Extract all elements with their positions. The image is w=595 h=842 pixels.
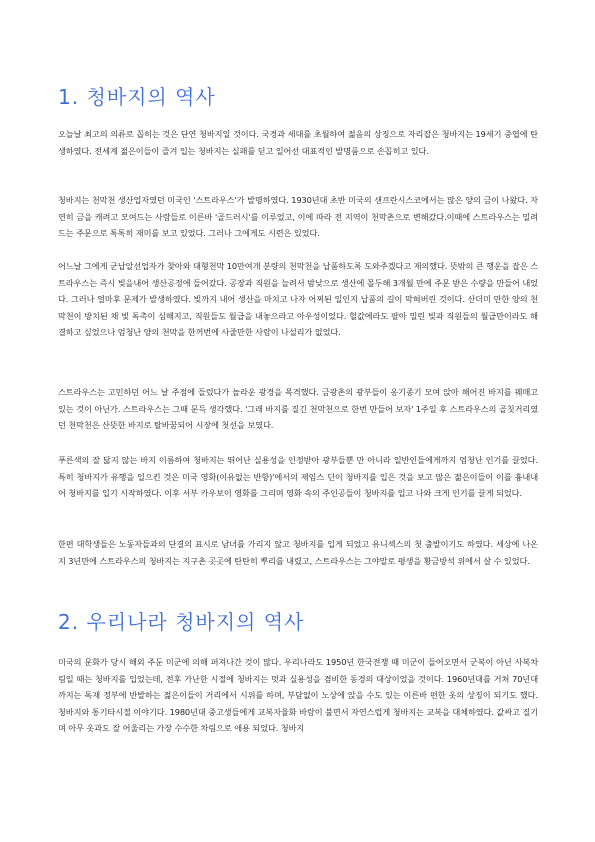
section-2-title: 2. 우리나라 청바지의 역사 [58, 610, 305, 634]
section-1-paragraph-2: 청바지는 천막천 생산업자였던 미국인 '스트라우스'가 발명하였다. 1930년대 초반 미국의 샌프란시스코에서는 많은 양의 금이 나왔다. 자연히 금을 캐려고 모여드는 사람들로 이른바 '골드러시'를 이루었고, 이에 따라 전 지역이 천막촌으로 변해갔다.이때에 스트라우스는 밀려드는 주문으로 톡톡히 재미를 보고 있었다. 그러나 그에게도 시련은 있었다. [58, 195, 538, 239]
section-1-paragraph-4: 스트라우스는 고민하던 어느 날 주점에 들렀다가 놀라운 광경을 목격했다. 금광촌의 광부들이 옹기종기 모여 앉아 해어진 바지를 꿰매고 있는 것이 아닌가. 스트라우스는 그때 문득 생각했다. '그래 바지를 질긴 천막천으로 한번 만들어 보자' 1주일 후 스트라우스의 골칫거리였던 천막천은 산뜻한 바지로 탈바꿈되어 시장에 첫선을 보였다. [58, 387, 538, 431]
section-2-paragraph-1: 미국의 문화가 당시 해외 주둔 미군에 의해 퍼져나간 것이 많다. 우리나라도 1950년 한국전쟁 때 미군이 들어오면서 군복이 아닌 사복차림일 때는 청바지를 입었는데, 전후 가난한 시절에 청바지는 멋과 실용성을 겸비한 동경의 대상이었을 것이다. 1960년대를 거쳐 70년대까지는 독재 정부에 반발하는 젊은이들이 거리에서 시위를 하며, 부담없이 노상에 앉을 수도 있는 이른바 편한 옷의 상징이 되기도 했다. 청바지와 통기타시절 이야기다. 1980년대 중고생들에게 교복자율화 바람이 불면서 자연스럽게 청바지는 교복을 대체하였다. 값싸고 질기며 아무 옷과도 잘 어울리는 가장 수수한 차림으로 애용 되었다. 청바지 [58, 657, 538, 734]
section-1-paragraph-5: 푸른색의 잘 닳지 않는 바지 이름하여 청바지는 뛰어난 실용성을 인정받아 광부들뿐 만 아니라 일반인들에게까지 엄청난 인기를 끌었다. 특히 청바지가 유행을 일으킨 것은 미국 영화(이유없는 반항)'에서의 제임스 딘이 청바지를 입은 것을 보고 많은 젊은이들이 이를 흉내내어 청바지를 입기 시작하였다. 이후 서부 카우보이 영화를 그리며 영화 속의 주인공들이 청바지를 입고 나와 크게 인기를 끌게 되었다. [58, 455, 538, 499]
section-1-paragraph-1: 오늘날 최고의 의류로 꼽히는 것은 단연 청바지일 것이다. 국경과 세대를 초월하여 젊음의 상징으로 자리잡은 청바지는 19세기 중엽에 탄생하였다. 전세계 젊은이들이 즐겨 입는 청바지는 실패를 딛고 일어선 대표적인 발명품으로 손꼽히고 있다. [58, 129, 538, 156]
section-1-paragraph-3: 어느날 그에게 군납알선업자가 찾아와 대형천막 10만여개 분량의 천막천을 납품하도록 도와주겠다고 제의했다. 뜻밖의 큰 행운을 잡은 스트라우스는 즉시 빚을내어 생산공정에 들어갔다. 공장과 직원을 늘려서 밤낮으로 생산에 몰두해 3개월 만에 주문 받은 수량을 만들어 내었다. 그러나 얼마후 문제가 발생하였다. 빚까지 내어 생산을 마치고 나자 어찌된 일인지 납품의 길이 막혀버린 것이다. 산더미 만한 양의 천막천이 방치된 채 빚 독촉이 심해지고, 직원들도 월급을 내놓으라고 아우성이었다. 헐값에라도 팔아 밀린 빚과 직원들의 월급만이라도 해결하고 싶었으나 엄청난 양의 천막을 한꺼번에 사줄만한 사람이 나설리가 없었다. [58, 261, 538, 338]
section-1-paragraph-6: 한편 대학생들은 노동자들과의 단결의 표시로 남녀를 가리지 않고 청바지를 입게 되었고 유니섹스의 첫 출발이기도 하였다. 세상에 나온 지 3년만에 스트라우스의 청바지는 지구촌 곳곳에 탄탄히 뿌리를 내렸고, 스트라우스는 그야말로 평생을 황금방석 위에서 살 수 있었다. [58, 539, 538, 566]
section-1-title: 1. 청바지의 역사 [58, 85, 216, 109]
